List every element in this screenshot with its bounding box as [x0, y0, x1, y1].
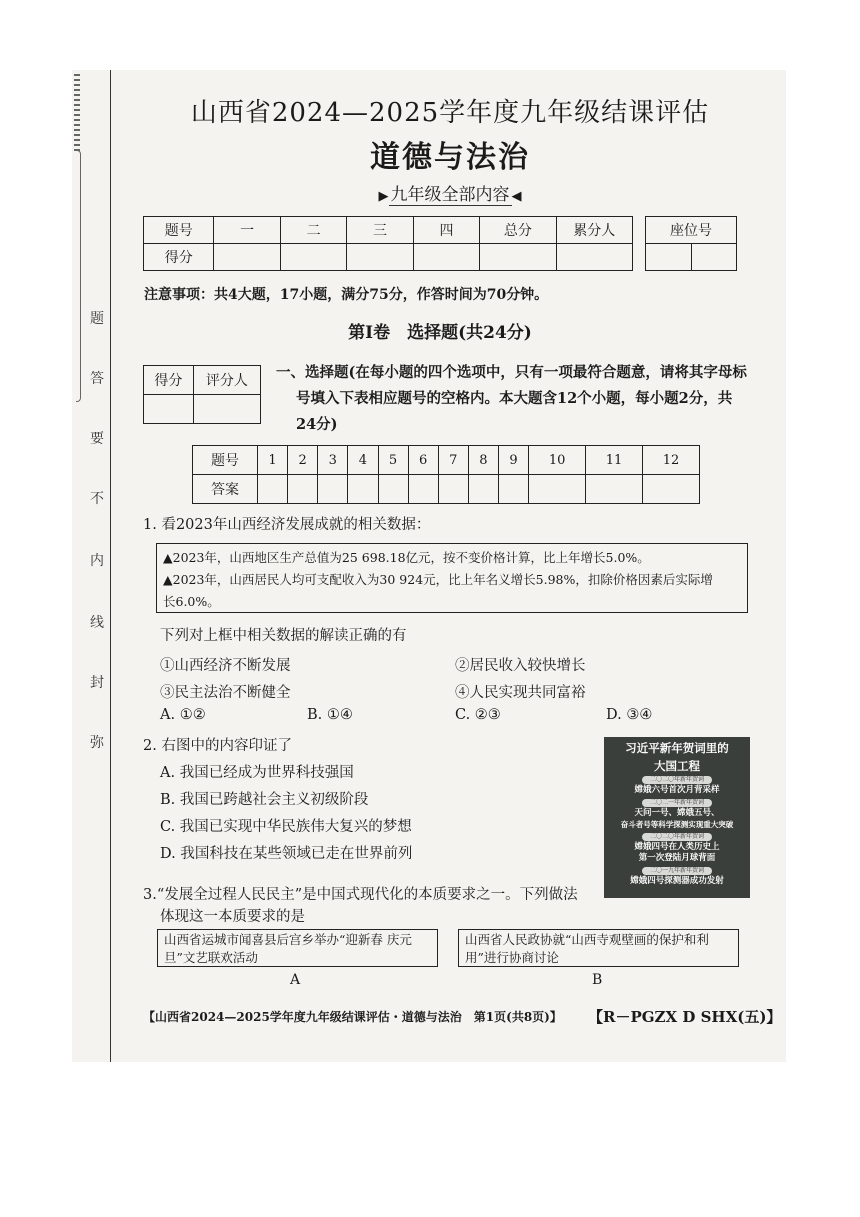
scope-banner — [140, 180, 760, 205]
table-row — [144, 395, 261, 424]
page-footer: 【山西省2024—2025学年度九年级结课评估・道德与法治 第1页(共8页)】 — [143, 1010, 562, 1024]
subject-title: 道德与法治 — [370, 140, 530, 175]
q1-prompt: 下列对上框中相关数据的解读正确的有 — [160, 628, 407, 644]
answer-input-cell[interactable] — [499, 475, 529, 504]
table-cell: 得分 — [144, 244, 214, 271]
question-number: 6 — [408, 446, 438, 475]
q3-label-a: A — [290, 972, 301, 988]
q2-option-d: D. 我国科技在某些领域已走在世界前列 — [160, 846, 413, 862]
q1-option-d: D. ③④ — [606, 707, 653, 723]
q1-option-c: C. ②③ — [455, 707, 501, 723]
seal-char: 线 — [90, 615, 104, 631]
table-cell: 评分人 — [193, 366, 260, 395]
poster-line: 奋斗者号等科学探测实现重大突破 — [620, 820, 734, 829]
option-text: 旦”文艺联欢活动 — [164, 950, 258, 965]
score-input-cell[interactable] — [480, 244, 556, 271]
poster-tag: 二〇二一年新年贺词 — [642, 799, 712, 807]
statement: ④人民实现共同富裕 — [455, 685, 586, 701]
question-number: 5 — [378, 446, 408, 475]
answer-input-cell[interactable] — [408, 475, 438, 504]
part1-instruction — [276, 360, 752, 438]
question-number: 3 — [318, 446, 348, 475]
table-row — [646, 244, 737, 271]
score-input-cell[interactable] — [280, 244, 346, 271]
question-number: 9 — [499, 446, 529, 475]
score-input-cell[interactable] — [214, 244, 280, 271]
q3-option-b-box — [458, 929, 739, 967]
answer-input-cell[interactable] — [529, 475, 586, 504]
q2-option-c: C. 我国已实现中华民族伟大复兴的梦想 — [160, 819, 412, 835]
grader-input-cell[interactable] — [193, 395, 260, 424]
poster-line: 天问一号、嫦娥五号、 — [634, 808, 720, 818]
table-cell: 总分 — [480, 217, 556, 244]
poster-line: 嫦娥四号在人类历史上 — [634, 842, 720, 852]
seal-char: 内 — [90, 553, 104, 569]
table-cell: 得分 — [144, 366, 194, 395]
instruction-line: 号填入下表相应题号的空格内。本大题含12个小题，每小题2分，共 — [296, 390, 733, 407]
seat-input-cell[interactable] — [691, 244, 737, 271]
q1-stem: 1. 看2023年山西经济发展成就的相关数据： — [143, 517, 431, 533]
binding-bracket — [76, 150, 81, 402]
statement: ③民主法治不断健全 — [160, 685, 291, 701]
question-number: 4 — [348, 446, 378, 475]
score-input-cell[interactable] — [347, 244, 413, 271]
table-cell: 题号 — [144, 217, 214, 244]
statement: ①山西经济不断发展 — [160, 658, 291, 674]
poster-line: 嫦娥六号首次月背采样 — [634, 785, 720, 795]
table-row — [144, 366, 261, 395]
exam-code: 【R－PGZX D SHX(五)】 — [588, 1008, 782, 1026]
seal-char: 不 — [90, 491, 104, 507]
scope-text: 九年级全部内容 — [390, 185, 510, 205]
poster-tag: 二〇一九年新年贺词 — [642, 867, 712, 875]
table-row — [144, 217, 633, 244]
question-number: 7 — [438, 446, 468, 475]
answer-input-cell[interactable] — [643, 475, 700, 504]
answer-input-cell[interactable] — [288, 475, 318, 504]
answer-input-cell[interactable] — [586, 475, 643, 504]
statement: ②居民收入较快增长 — [455, 658, 586, 674]
seat-table — [645, 216, 737, 271]
instruction-line: 一、选择题(在每小题的四个选项中，只有一项最符合题意，请将其字母标 — [276, 364, 747, 381]
grader-table — [143, 365, 261, 424]
question-number: 1 — [258, 446, 288, 475]
notice — [144, 284, 548, 304]
seat-label: 座位号 — [646, 217, 737, 244]
q3-stem: 3.“发展全过程人民民主”是中国式现代化的本质要求之一。下列做法 — [143, 887, 578, 903]
q3-label-b: B — [592, 972, 603, 988]
part1-title: 第Ⅰ卷 选择题(共24分) — [348, 323, 532, 343]
data-line: 长6.0%。 — [163, 594, 220, 609]
seal-char: 题 — [90, 311, 104, 327]
answer-table — [192, 445, 700, 504]
seat-input-cell[interactable] — [646, 244, 692, 271]
seal-char: 要 — [90, 431, 104, 447]
score-input-cell[interactable] — [413, 244, 479, 271]
poster-tag: 二〇二〇年新年贺词 — [642, 776, 712, 784]
notice-text: 共4大题，17小题，满分75分，作答时间为70分钟。 — [214, 287, 549, 303]
table-cell: 三 — [347, 217, 413, 244]
answer-input-cell[interactable] — [438, 475, 468, 504]
q1-data-box — [156, 543, 748, 613]
answer-input-cell[interactable] — [378, 475, 408, 504]
poster-line: 嫦娥四号探测器成功发射 — [630, 876, 724, 886]
option-text: 用”进行协商讨论 — [465, 950, 559, 965]
score-table — [143, 216, 633, 271]
poster-tag: 二〇二〇年新年贺词 — [642, 833, 712, 841]
table-cell: 二 — [280, 217, 346, 244]
seal-char: 封 — [90, 675, 104, 691]
question-number: 11 — [586, 446, 643, 475]
answer-input-cell[interactable] — [468, 475, 498, 504]
binding-holes — [74, 74, 80, 154]
table-row — [193, 475, 700, 504]
option-text: 山西省人民政协就“山西寺观壁画的保护和利 — [465, 932, 709, 947]
seal-char: 弥 — [90, 735, 104, 751]
poster-title: 大国工程 — [654, 759, 700, 773]
q3-stem-line2: 体现这一本质要求的是 — [160, 909, 305, 925]
table-row — [646, 217, 737, 244]
poster-line: 第一次登陆月球背面 — [638, 853, 716, 863]
q2-poster-image — [604, 737, 750, 898]
notice-label: 注意事项： — [144, 287, 214, 303]
answer-input-cell[interactable] — [318, 475, 348, 504]
table-cell: 累分人 — [556, 217, 632, 244]
question-number: 2 — [288, 446, 318, 475]
table-cell: 四 — [413, 217, 479, 244]
q2-stem: 2. 右图中的内容印证了 — [143, 738, 292, 754]
triangle-left-icon: ◀ — [511, 189, 522, 204]
data-line: ▲2023年，山西居民人均可支配收入为30 924元，比上年名义增长5.98%，扣除价格因素后实际增 — [163, 572, 713, 587]
q3-option-a-box — [157, 929, 438, 967]
data-line: ▲2023年，山西地区生产总值为25 698.18亿元，按不变价格计算，比上年增长5.0%。 — [163, 550, 650, 565]
option-text: 山西省运城市闻喜县后宫乡举办“迎新春 庆元 — [164, 932, 412, 947]
binding-line — [110, 70, 111, 1062]
table-cell: 题号 — [193, 446, 258, 475]
q2-option-a: A. 我国已经成为世界科技强国 — [160, 765, 354, 781]
answer-input-cell[interactable] — [258, 475, 288, 504]
q1-option-a: A. ①② — [160, 707, 206, 723]
q1-option-b: B. ①④ — [307, 707, 353, 723]
instruction-line: 24分) — [296, 416, 338, 433]
exam-title: 山西省2024—2025学年度九年级结课评估 — [190, 98, 710, 128]
question-number: 8 — [468, 446, 498, 475]
table-cell: 一 — [214, 217, 280, 244]
table-cell: 答案 — [193, 475, 258, 504]
score-input-cell[interactable] — [556, 244, 632, 271]
grader-input-cell[interactable] — [144, 395, 194, 424]
table-row — [144, 244, 633, 271]
answer-input-cell[interactable] — [348, 475, 378, 504]
q2-option-b: B. 我国已跨越社会主义初级阶段 — [160, 792, 369, 808]
question-number: 12 — [643, 446, 700, 475]
poster-title: 习近平新年贺词里的 — [625, 741, 729, 755]
triangle-right-icon: ▶ — [378, 189, 389, 204]
seal-char: 答 — [90, 371, 104, 387]
table-row — [193, 446, 700, 475]
question-number: 10 — [529, 446, 586, 475]
